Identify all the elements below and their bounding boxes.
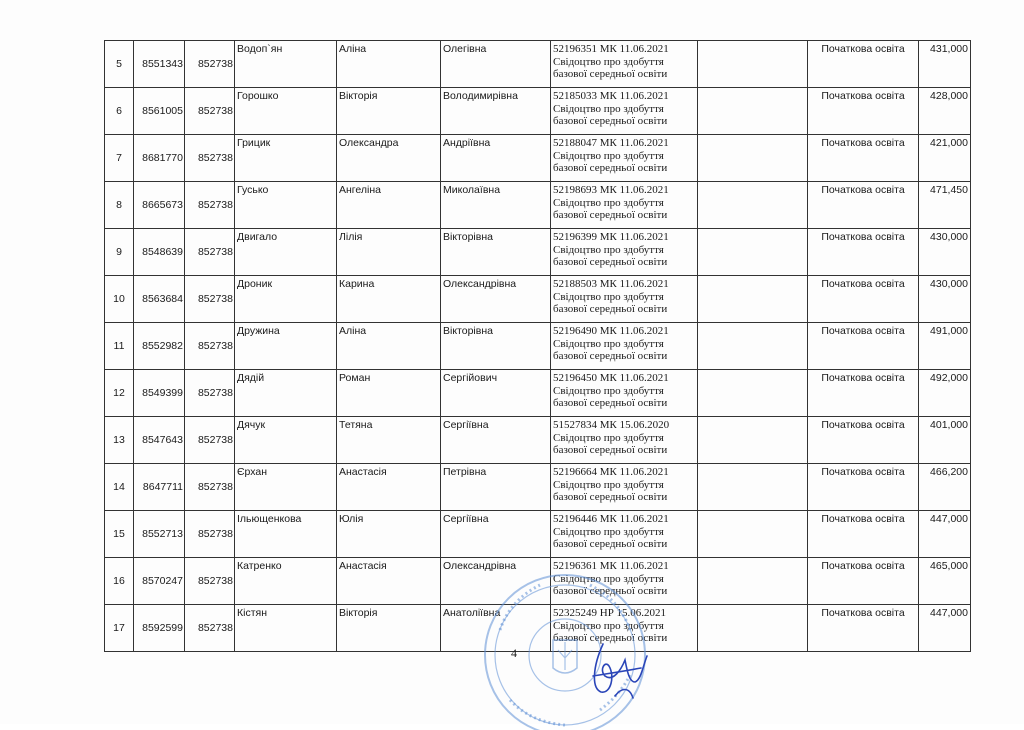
row-number: 16 — [105, 558, 134, 605]
document-line: Свідоцтво про здобуття — [553, 525, 664, 538]
document-line: базової середньої освіти — [553, 256, 668, 268]
patronymic: Петрівна — [441, 464, 551, 511]
empty-cell — [698, 605, 808, 652]
row-number: 7 — [105, 135, 134, 182]
competitive-score: 465,000 — [919, 558, 971, 605]
patronymic: Андріївна — [441, 135, 551, 182]
competitive-score: 466,200 — [919, 464, 971, 511]
document-line: 52196446 МК 11.06.2021 — [553, 513, 669, 525]
patronymic: Олександрівна — [441, 276, 551, 323]
row-number: 13 — [105, 417, 134, 464]
document-line: 52188047 МК 11.06.2021 — [553, 137, 669, 149]
document-line: базової середньої освіти — [553, 632, 668, 644]
patronymic: Миколаївна — [441, 182, 551, 229]
document-line: Свідоцтво про здобуття — [553, 290, 664, 303]
application-id: 8563684 — [134, 276, 185, 323]
document-line: Свідоцтво про здобуття — [553, 619, 664, 632]
education-level: Початкова освіта — [808, 370, 919, 417]
document-line: 52196450 МК 11.06.2021 — [553, 372, 669, 384]
education-level: Початкова освіта — [808, 182, 919, 229]
table-row — [105, 229, 971, 276]
document-line: базової середньої освіти — [553, 115, 668, 127]
document-line: базової середньої освіти — [553, 585, 668, 597]
document-line: 52198693 МК 11.06.2021 — [553, 184, 669, 196]
first-name: Роман — [337, 370, 441, 417]
document-line: 52188503 МК 11.06.2021 — [553, 278, 669, 290]
program-code: 852738 — [185, 88, 235, 135]
patronymic: Володимирівна — [441, 88, 551, 135]
document-line: 52196399 МК 11.06.2021 — [553, 231, 669, 243]
document-line: базової середньої освіти — [553, 162, 668, 174]
first-name: Анастасія — [337, 558, 441, 605]
application-id: 8665673 — [134, 182, 185, 229]
competitive-score: 428,000 — [919, 88, 971, 135]
row-number: 6 — [105, 88, 134, 135]
patronymic: Вікторівна — [441, 323, 551, 370]
document-line: 52325249 НР 15.06.2021 — [553, 607, 667, 619]
application-id: 8592599 — [134, 605, 185, 652]
table-row — [105, 511, 971, 558]
competitive-score: 471,450 — [919, 182, 971, 229]
last-name: Дроник — [235, 276, 337, 323]
application-id: 8552713 — [134, 511, 185, 558]
page-number: 4 — [511, 646, 517, 660]
application-id: 8681770 — [134, 135, 185, 182]
first-name: Юлія — [337, 511, 441, 558]
document-line: Свідоцтво про здобуття — [553, 431, 664, 444]
program-code: 852738 — [185, 417, 235, 464]
program-code: 852738 — [185, 323, 235, 370]
program-code: 852738 — [185, 464, 235, 511]
application-id: 8549399 — [134, 370, 185, 417]
document-line: 52196664 МК 11.06.2021 — [553, 466, 669, 478]
row-number: 17 — [105, 605, 134, 652]
row-number: 10 — [105, 276, 134, 323]
last-name: Катренко — [235, 558, 337, 605]
empty-cell — [698, 182, 808, 229]
table-row — [105, 276, 971, 323]
application-id: 8647711 — [134, 464, 185, 511]
first-name: Тетяна — [337, 417, 441, 464]
first-name: Ангеліна — [337, 182, 441, 229]
first-name: Анастасія — [337, 464, 441, 511]
program-code: 852738 — [185, 229, 235, 276]
empty-cell — [698, 464, 808, 511]
education-level: Початкова освіта — [808, 88, 919, 135]
row-number: 12 — [105, 370, 134, 417]
last-name: Двигало — [235, 229, 337, 276]
education-level: Початкова освіта — [808, 464, 919, 511]
education-document — [551, 370, 698, 417]
table-row — [105, 370, 971, 417]
education-document — [551, 511, 698, 558]
last-name: Грицик — [235, 135, 337, 182]
competitive-score: 431,000 — [919, 41, 971, 88]
document-line: базової середньої освіти — [553, 538, 668, 550]
first-name: Олександра — [337, 135, 441, 182]
row-number: 5 — [105, 41, 134, 88]
document-line: Свідоцтво про здобуття — [553, 55, 664, 68]
document-line: Свідоцтво про здобуття — [553, 102, 664, 115]
row-number: 14 — [105, 464, 134, 511]
table-row — [105, 464, 971, 511]
program-code: 852738 — [185, 605, 235, 652]
education-document — [551, 323, 698, 370]
education-level: Початкова освіта — [808, 323, 919, 370]
patronymic: Анатоліївна — [441, 605, 551, 652]
document-line: 52185033 МК 11.06.2021 — [553, 90, 669, 102]
last-name: Дружина — [235, 323, 337, 370]
competitive-score: 430,000 — [919, 276, 971, 323]
handwritten-signature — [585, 636, 655, 706]
document-line: 52196361 МК 11.06.2021 — [553, 560, 669, 572]
table-row — [105, 41, 971, 88]
program-code: 852738 — [185, 276, 235, 323]
document-line: 52196490 МК 11.06.2021 — [553, 325, 669, 337]
document-line: базової середньої освіти — [553, 350, 668, 362]
row-number: 15 — [105, 511, 134, 558]
patronymic: Сергійович — [441, 370, 551, 417]
competitive-score: 430,000 — [919, 229, 971, 276]
last-name: Дядій — [235, 370, 337, 417]
competitive-score: 447,000 — [919, 605, 971, 652]
empty-cell — [698, 417, 808, 464]
competitive-score: 401,000 — [919, 417, 971, 464]
education-level: Початкова освіта — [808, 276, 919, 323]
document-line: базової середньої освіти — [553, 491, 668, 503]
competitive-score: 491,000 — [919, 323, 971, 370]
table-row — [105, 417, 971, 464]
document-line: базової середньої освіти — [553, 68, 668, 80]
document-line: Свідоцтво про здобуття — [553, 149, 664, 162]
competitive-score: 492,000 — [919, 370, 971, 417]
last-name: Ільющенкова — [235, 511, 337, 558]
education-document — [551, 417, 698, 464]
row-number: 8 — [105, 182, 134, 229]
row-number: 9 — [105, 229, 134, 276]
application-id: 8552982 — [134, 323, 185, 370]
education-level: Початкова освіта — [808, 229, 919, 276]
table-row — [105, 182, 971, 229]
document-line: Свідоцтво про здобуття — [553, 196, 664, 209]
education-document — [551, 182, 698, 229]
education-level: Початкова освіта — [808, 417, 919, 464]
last-name: Гусько — [235, 182, 337, 229]
application-id: 8548639 — [134, 229, 185, 276]
last-name: Кістян — [235, 605, 337, 652]
document-line: 52196351 МК 11.06.2021 — [553, 43, 669, 55]
document-line: базової середньої освіти — [553, 397, 668, 409]
empty-cell — [698, 88, 808, 135]
empty-cell — [698, 511, 808, 558]
last-name: Горошко — [235, 88, 337, 135]
table-row — [105, 88, 971, 135]
program-code: 852738 — [185, 511, 235, 558]
patronymic: Вікторівна — [441, 229, 551, 276]
first-name: Аліна — [337, 323, 441, 370]
table-row — [105, 135, 971, 182]
document-line: Свідоцтво про здобуття — [553, 384, 664, 397]
education-document — [551, 229, 698, 276]
document-line: 51527834 МК 15.06.2020 — [553, 419, 670, 431]
first-name: Лілія — [337, 229, 441, 276]
empty-cell — [698, 276, 808, 323]
document-line: Свідоцтво про здобуття — [553, 478, 664, 491]
empty-cell — [698, 558, 808, 605]
education-level: Початкова освіта — [808, 135, 919, 182]
education-document — [551, 135, 698, 182]
document-line: Свідоцтво про здобуття — [553, 572, 664, 585]
document-line: базової середньої освіти — [553, 303, 668, 315]
competitive-score: 421,000 — [919, 135, 971, 182]
document-line: базової середньої освіти — [553, 444, 668, 456]
empty-cell — [698, 323, 808, 370]
competitive-score: 447,000 — [919, 511, 971, 558]
last-name: Єрхан — [235, 464, 337, 511]
first-name: Аліна — [337, 41, 441, 88]
first-name: Карина — [337, 276, 441, 323]
document-line: Свідоцтво про здобуття — [553, 337, 664, 350]
empty-cell — [698, 370, 808, 417]
education-level: Початкова освіта — [808, 511, 919, 558]
education-document — [551, 276, 698, 323]
application-id: 8561005 — [134, 88, 185, 135]
first-name: Вікторія — [337, 88, 441, 135]
document-line: Свідоцтво про здобуття — [553, 243, 664, 256]
education-level: Початкова освіта — [808, 41, 919, 88]
program-code: 852738 — [185, 558, 235, 605]
education-document — [551, 464, 698, 511]
last-name: Водоп`ян — [235, 41, 337, 88]
first-name: Вікторія — [337, 605, 441, 652]
empty-cell — [698, 41, 808, 88]
patronymic: Олегівна — [441, 41, 551, 88]
program-code: 852738 — [185, 135, 235, 182]
patronymic: Сергіївна — [441, 417, 551, 464]
patronymic: Олександрівна — [441, 558, 551, 605]
education-level: Початкова освіта — [808, 558, 919, 605]
program-code: 852738 — [185, 41, 235, 88]
last-name: Дячук — [235, 417, 337, 464]
program-code: 852738 — [185, 370, 235, 417]
application-id: 8551343 — [134, 41, 185, 88]
program-code: 852738 — [185, 182, 235, 229]
empty-cell — [698, 135, 808, 182]
document-line: базової середньої освіти — [553, 209, 668, 221]
education-level: Початкова освіта — [808, 605, 919, 652]
education-document — [551, 41, 698, 88]
row-number: 11 — [105, 323, 134, 370]
table-row — [105, 323, 971, 370]
application-id: 8570247 — [134, 558, 185, 605]
empty-cell — [698, 229, 808, 276]
application-id: 8547643 — [134, 417, 185, 464]
education-document — [551, 88, 698, 135]
patronymic: Сергіївна — [441, 511, 551, 558]
